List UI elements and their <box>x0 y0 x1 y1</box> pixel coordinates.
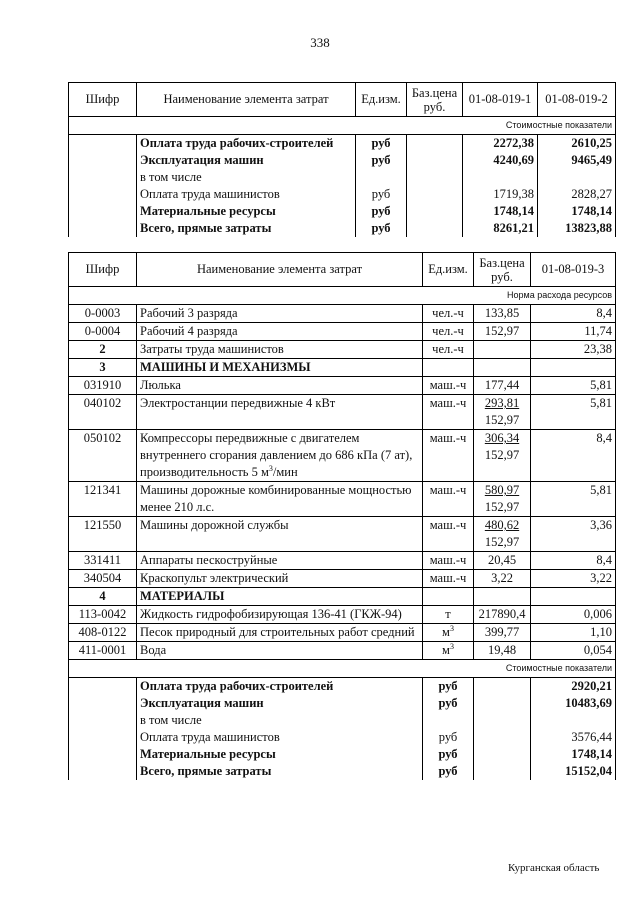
cell-unit <box>423 517 474 552</box>
cell-code <box>69 186 137 203</box>
table-row <box>69 169 616 186</box>
price-secondary: 152,97 <box>484 413 520 427</box>
table-row <box>69 377 616 395</box>
cell-unit <box>423 395 474 430</box>
cell-value: 15152,04 <box>531 763 616 780</box>
subheader-cost: Стоимостные показатели <box>69 117 616 135</box>
cell-price <box>474 359 531 377</box>
table-row <box>69 588 616 606</box>
price-main: 20,45 <box>487 553 517 567</box>
cell-unit <box>423 482 474 517</box>
cell-value-1: 8261,21 <box>463 220 538 237</box>
cell-code <box>69 763 137 780</box>
cell-name: Материальные ресурсы <box>137 746 423 763</box>
subheader-row <box>69 660 616 678</box>
subheader-cost: Стоимостные показатели <box>69 660 616 678</box>
cell-unit-text: маш.-ч <box>429 518 467 532</box>
cell-value: 8,4 <box>531 305 616 323</box>
cell-unit: руб <box>356 152 407 169</box>
cell-value <box>531 359 616 377</box>
price-main: 399,77 <box>484 625 520 639</box>
header-price: Баз.цена руб. <box>474 253 531 287</box>
cell-code: 2 <box>69 341 137 359</box>
table-row <box>69 606 616 624</box>
cell-unit-text: маш.-ч <box>429 378 467 392</box>
header-col-2: 01-08-019-2 <box>538 83 616 117</box>
table-row <box>69 642 616 660</box>
cell-name <box>137 482 423 517</box>
cell-name <box>137 517 423 552</box>
header-code: Шифр <box>69 83 137 117</box>
cell-code <box>69 220 137 237</box>
price-main: 580,97 <box>484 483 520 497</box>
superscript: 3 <box>449 641 454 651</box>
cell-value: 0,006 <box>531 606 616 624</box>
cell-unit: руб <box>356 186 407 203</box>
cell-value: 1,10 <box>531 624 616 642</box>
table-row <box>69 305 616 323</box>
cell-unit <box>423 570 474 588</box>
price-secondary: 152,97 <box>484 448 520 462</box>
cell-unit <box>423 341 474 359</box>
cell-price <box>474 746 531 763</box>
table-row <box>69 678 616 696</box>
cell-name <box>137 588 423 606</box>
cell-price <box>474 305 531 323</box>
cell-value: 5,81 <box>531 377 616 395</box>
cell-price <box>474 588 531 606</box>
header-name: Наименование элемента затрат <box>137 253 423 287</box>
price-main: 133,85 <box>484 306 520 320</box>
cell-unit <box>423 377 474 395</box>
cell-price <box>474 642 531 660</box>
cell-name-tail: /мин <box>272 465 298 479</box>
price-main: 19,48 <box>487 643 517 657</box>
cell-name <box>137 552 423 570</box>
cell-name: Оплата труда рабочих-строителей <box>137 678 423 696</box>
subheader-row <box>69 287 616 305</box>
cell-name-text: Жидкость гидрофобизирующая 136-41 (ГКЖ-94) <box>140 607 402 621</box>
cell-unit: руб <box>356 135 407 153</box>
cell-value-2: 9465,49 <box>538 152 616 169</box>
cell-name-text: Затраты труда машинистов <box>140 342 284 356</box>
cell-price <box>407 186 463 203</box>
cell-code: 031910 <box>69 377 137 395</box>
cell-name-text: Краскопульт электрический <box>140 571 289 585</box>
cell-unit: руб <box>423 746 474 763</box>
cell-code: 340504 <box>69 570 137 588</box>
superscript: 3 <box>449 623 454 633</box>
cell-code <box>69 746 137 763</box>
cell-name <box>137 305 423 323</box>
table-row <box>69 695 616 712</box>
cell-unit: руб <box>423 695 474 712</box>
cell-name: в том числе <box>137 712 423 729</box>
cell-name-text: МАТЕРИАЛЫ <box>140 589 225 603</box>
cell-unit: руб <box>423 729 474 746</box>
table-header <box>69 253 616 287</box>
cell-value-2: 2828,27 <box>538 186 616 203</box>
subheader-norm: Норма расхода ресурсов <box>69 287 616 305</box>
cell-name-text: Песок природный для строительных работ средний <box>140 625 415 639</box>
cell-name-text: Рабочий 3 разряда <box>140 306 238 320</box>
cell-price <box>474 570 531 588</box>
cell-code: 408-0122 <box>69 624 137 642</box>
cell-code <box>69 169 137 186</box>
cell-name <box>137 570 423 588</box>
table-row <box>69 186 616 203</box>
cell-unit-text: маш.-ч <box>429 553 467 567</box>
cell-unit: руб <box>356 203 407 220</box>
cell-value-1: 1748,14 <box>463 203 538 220</box>
header-col-1: 01-08-019-1 <box>463 83 538 117</box>
cell-name: Оплата труда машинистов <box>137 729 423 746</box>
table-row <box>69 203 616 220</box>
cell-value-2 <box>538 169 616 186</box>
header-code: Шифр <box>69 253 137 287</box>
table-row <box>69 763 616 780</box>
table-row <box>69 152 616 169</box>
cell-value: 3576,44 <box>531 729 616 746</box>
cell-price <box>407 203 463 220</box>
cell-unit <box>423 430 474 482</box>
cost-table-2 <box>68 252 616 780</box>
price-main: 217890,4 <box>478 607 526 621</box>
cell-code: 3 <box>69 359 137 377</box>
table-row <box>69 220 616 237</box>
cell-name <box>137 359 423 377</box>
cell-value: 23,38 <box>531 341 616 359</box>
cell-code: 121341 <box>69 482 137 517</box>
cell-unit <box>356 169 407 186</box>
cell-value: 10483,69 <box>531 695 616 712</box>
cell-price <box>407 220 463 237</box>
cell-code: 113-0042 <box>69 606 137 624</box>
cell-unit: руб <box>423 678 474 696</box>
table-row <box>69 359 616 377</box>
cell-value: 0,054 <box>531 642 616 660</box>
table-row <box>69 746 616 763</box>
header-price: Баз.цена руб. <box>407 83 463 117</box>
cell-name <box>137 606 423 624</box>
cell-price <box>474 606 531 624</box>
cell-price <box>407 135 463 153</box>
cell-unit <box>423 624 474 642</box>
cell-value: 3,22 <box>531 570 616 588</box>
header-unit: Ед.изм. <box>423 253 474 287</box>
cell-name: Всего, прямые затраты <box>137 763 423 780</box>
cell-code: 050102 <box>69 430 137 482</box>
cell-value: 2920,21 <box>531 678 616 696</box>
cell-name: Оплата труда машинистов <box>137 186 356 203</box>
cell-name: Эксплуатация машин <box>137 152 356 169</box>
cell-name <box>137 642 423 660</box>
cell-price <box>407 152 463 169</box>
cell-unit-text: т <box>445 607 451 621</box>
cell-value <box>531 712 616 729</box>
table-row <box>69 570 616 588</box>
price-main: 293,81 <box>484 396 520 410</box>
cost-table-1 <box>68 82 616 237</box>
price-secondary: 152,97 <box>484 535 520 549</box>
cell-price <box>474 395 531 430</box>
cell-price <box>474 377 531 395</box>
cell-value-1: 1719,38 <box>463 186 538 203</box>
page-number: 338 <box>310 35 330 50</box>
cell-code: 4 <box>69 588 137 606</box>
cell-value: 8,4 <box>531 430 616 482</box>
cell-unit-text: чел.-ч <box>432 342 464 356</box>
table-row <box>69 135 616 153</box>
cell-name-text: МАШИНЫ И МЕХАНИЗМЫ <box>140 360 311 374</box>
table-row <box>69 624 616 642</box>
cell-value: 8,4 <box>531 552 616 570</box>
price-main: 306,34 <box>484 431 520 445</box>
cell-unit-text: маш.-ч <box>429 396 467 410</box>
cell-name <box>137 395 423 430</box>
cell-name-text: Люлька <box>140 378 181 392</box>
table-row <box>69 341 616 359</box>
cell-unit-text: маш.-ч <box>429 431 467 445</box>
cell-value-2: 13823,88 <box>538 220 616 237</box>
table-header <box>69 83 616 117</box>
table-row <box>69 552 616 570</box>
cell-name-text: Машины дорожной службы <box>140 518 289 532</box>
cell-code <box>69 152 137 169</box>
cell-value <box>531 588 616 606</box>
cell-price <box>474 323 531 341</box>
cell-code <box>69 729 137 746</box>
cell-value: 11,74 <box>531 323 616 341</box>
cell-name: Материальные ресурсы <box>137 203 356 220</box>
cell-unit <box>423 305 474 323</box>
cell-unit: руб <box>423 763 474 780</box>
cell-code <box>69 203 137 220</box>
cell-value-1: 2272,38 <box>463 135 538 153</box>
subheader-row <box>69 117 616 135</box>
price-secondary: 152,97 <box>484 500 520 514</box>
cell-price <box>474 729 531 746</box>
cell-unit-text: м <box>442 625 450 639</box>
cell-name-text: Электростанции передвижные 4 кВт <box>140 396 336 410</box>
superscript: 3 <box>268 463 273 473</box>
cell-name <box>137 341 423 359</box>
cell-name: Всего, прямые затраты <box>137 220 356 237</box>
header-col-3: 01-08-019-3 <box>531 253 616 287</box>
cell-name: Эксплуатация машин <box>137 695 423 712</box>
cell-unit <box>423 323 474 341</box>
cell-unit-text: чел.-ч <box>432 306 464 320</box>
cell-code <box>69 695 137 712</box>
cell-name: в том числе <box>137 169 356 186</box>
cell-code <box>69 712 137 729</box>
cell-price <box>407 169 463 186</box>
cell-code: 040102 <box>69 395 137 430</box>
table-row <box>69 712 616 729</box>
cell-name-text: Рабочий 4 разряда <box>140 324 238 338</box>
cell-value-2: 2610,25 <box>538 135 616 153</box>
cell-code: 411-0001 <box>69 642 137 660</box>
cell-value: 3,36 <box>531 517 616 552</box>
cell-price <box>474 482 531 517</box>
cell-unit <box>423 606 474 624</box>
cell-name <box>137 377 423 395</box>
table-row <box>69 395 616 430</box>
cell-unit <box>423 359 474 377</box>
cell-name-text: Аппараты пескоструйные <box>140 553 278 567</box>
cell-value-1 <box>463 169 538 186</box>
cell-unit-text: м <box>442 643 450 657</box>
price-main: 152,97 <box>484 324 520 338</box>
cell-value: 5,81 <box>531 395 616 430</box>
table-row <box>69 323 616 341</box>
cell-unit: руб <box>356 220 407 237</box>
footer-region: Курганская область <box>508 862 600 874</box>
cell-price <box>474 712 531 729</box>
price-main: 480,62 <box>484 518 520 532</box>
table-row <box>69 729 616 746</box>
cell-code: 121550 <box>69 517 137 552</box>
table-row <box>69 517 616 552</box>
cell-unit-text: маш.-ч <box>429 483 467 497</box>
cell-unit <box>423 552 474 570</box>
cell-name <box>137 323 423 341</box>
cell-code <box>69 678 137 696</box>
cell-value-1: 4240,69 <box>463 152 538 169</box>
header-unit: Ед.изм. <box>356 83 407 117</box>
table-row <box>69 482 616 517</box>
cell-name-text: Компрессоры передвижные с двигателем внутреннего сгорания давлением до 686 кПа (7 ат), производительность 5 м <box>140 431 413 479</box>
cell-code: 0-0004 <box>69 323 137 341</box>
cell-unit <box>423 588 474 606</box>
cell-value: 1748,14 <box>531 746 616 763</box>
cell-name: Оплата труда рабочих-строителей <box>137 135 356 153</box>
cell-value-2: 1748,14 <box>538 203 616 220</box>
cell-name-text: Вода <box>140 643 167 657</box>
cell-price <box>474 624 531 642</box>
price-main: 177,44 <box>484 378 520 392</box>
cell-name <box>137 624 423 642</box>
cell-price <box>474 763 531 780</box>
cell-code: 0-0003 <box>69 305 137 323</box>
cell-price <box>474 341 531 359</box>
cell-code <box>69 135 137 153</box>
cell-price <box>474 678 531 696</box>
cell-price <box>474 430 531 482</box>
cell-unit-text: чел.-ч <box>432 324 464 338</box>
cell-price <box>474 517 531 552</box>
table-row <box>69 430 616 482</box>
cell-name-text: Машины дорожные комбинированные мощностью менее 210 л.с. <box>140 483 412 514</box>
cell-unit-text: маш.-ч <box>429 571 467 585</box>
header-name: Наименование элемента затрат <box>137 83 356 117</box>
cell-unit <box>423 642 474 660</box>
cell-name <box>137 430 423 482</box>
cell-price <box>474 695 531 712</box>
price-main: 3,22 <box>491 571 513 585</box>
cell-code: 331411 <box>69 552 137 570</box>
cell-value: 5,81 <box>531 482 616 517</box>
cell-price <box>474 552 531 570</box>
cell-unit <box>423 712 474 729</box>
